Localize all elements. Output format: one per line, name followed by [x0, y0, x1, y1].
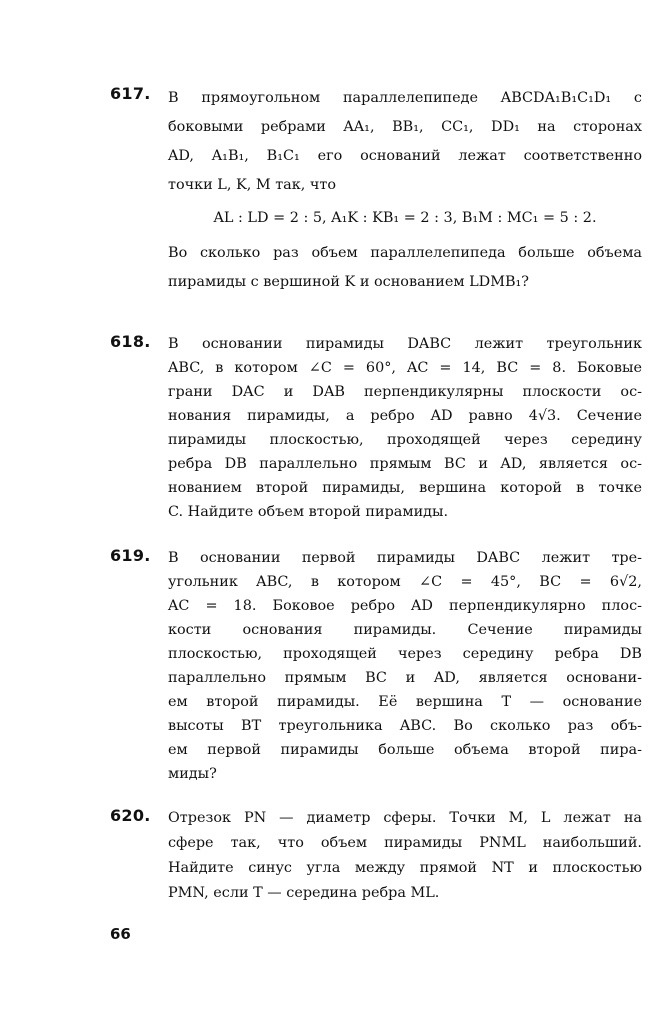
text-line: кости основания пирамиды. Сечение пирамиды: [168, 622, 642, 638]
text-line: Отрезок PN — диаметр сферы. Точки M, L лежат на: [168, 810, 642, 826]
page-number: 66: [110, 925, 131, 943]
text-line: ем второй пирамиды. Её вершина T — основание: [168, 694, 642, 710]
text-line: нования пирамиды, а ребро AD равно 4√3. Сечение: [168, 408, 642, 424]
text-line: ребра DB параллельно прямым BC и AD, является ос-: [168, 456, 642, 472]
problem-number: 619.: [110, 546, 151, 565]
text-line: миды?: [168, 766, 217, 782]
problem-text: [168, 332, 642, 524]
text-line: ем первой пирамиды больше объема второй пира-: [168, 742, 642, 758]
text-line: Найдите синус угла между прямой NT и плоскостью: [168, 860, 642, 876]
text-line: угольник ABC, в котором ∠C = 45°, BC = 6√2,: [168, 574, 642, 590]
text-line: высоты BT треугольника ABC. Во сколько раз объ-: [168, 718, 642, 734]
text-line: точки L, K, M так, что: [168, 177, 337, 193]
text-line: PMN, если T — середина ребра ML.: [168, 885, 440, 901]
text-line: В основании первой пирамиды DABC лежит тре-: [168, 550, 642, 566]
text-line: сфере так, что объем пирамиды PNML наибольший.: [168, 835, 642, 851]
text-line: пирамиды плоскостью, проходящей через середину: [168, 432, 642, 448]
problem-text: [168, 546, 642, 786]
text-line: ABC, в котором ∠C = 60°, AC = 14, BC = 8. Боковые: [168, 360, 642, 376]
problem-text: [168, 84, 642, 297]
text-line: C. Найдите объем второй пирамиды.: [168, 504, 449, 520]
text-line: грани DAC и DAB перпендикулярны плоскости ос-: [168, 384, 642, 400]
problem-text: [168, 806, 642, 906]
text-line: пирамиды с вершиной K и основанием LDMB₁?: [168, 274, 530, 290]
text-line: AD, A₁B₁, B₁C₁ его оснований лежат соответственно: [168, 148, 642, 164]
text-line: Во сколько раз объем параллелепипеда больше объема: [168, 245, 642, 261]
problem-number: 620.: [110, 806, 151, 825]
text-line: В прямоугольном параллелепипеде ABCDA₁B₁C₁D₁ с: [168, 90, 642, 106]
text-line: нованием второй пирамиды, вершина которой в точке: [168, 480, 642, 496]
text-line: плоскостью, проходящей через середину ребра DB: [168, 646, 642, 662]
text-line: В основании пирамиды DABC лежит треугольник: [168, 336, 642, 352]
text-line: боковыми ребрами AA₁, BB₁, CC₁, DD₁ на сторонах: [168, 119, 642, 135]
problem-number: 618.: [110, 332, 151, 351]
ratio-formula: AL : LD = 2 : 5, A₁K : KB₁ = 2 : 3, B₁M : MC₁ = 5 : 2.: [213, 210, 597, 226]
text-line: AC = 18. Боковое ребро AD перпендикулярно плос-: [168, 598, 642, 614]
text-line: параллельно прямым BC и AD, является основани-: [168, 670, 642, 686]
problem-number: 617.: [110, 84, 151, 103]
